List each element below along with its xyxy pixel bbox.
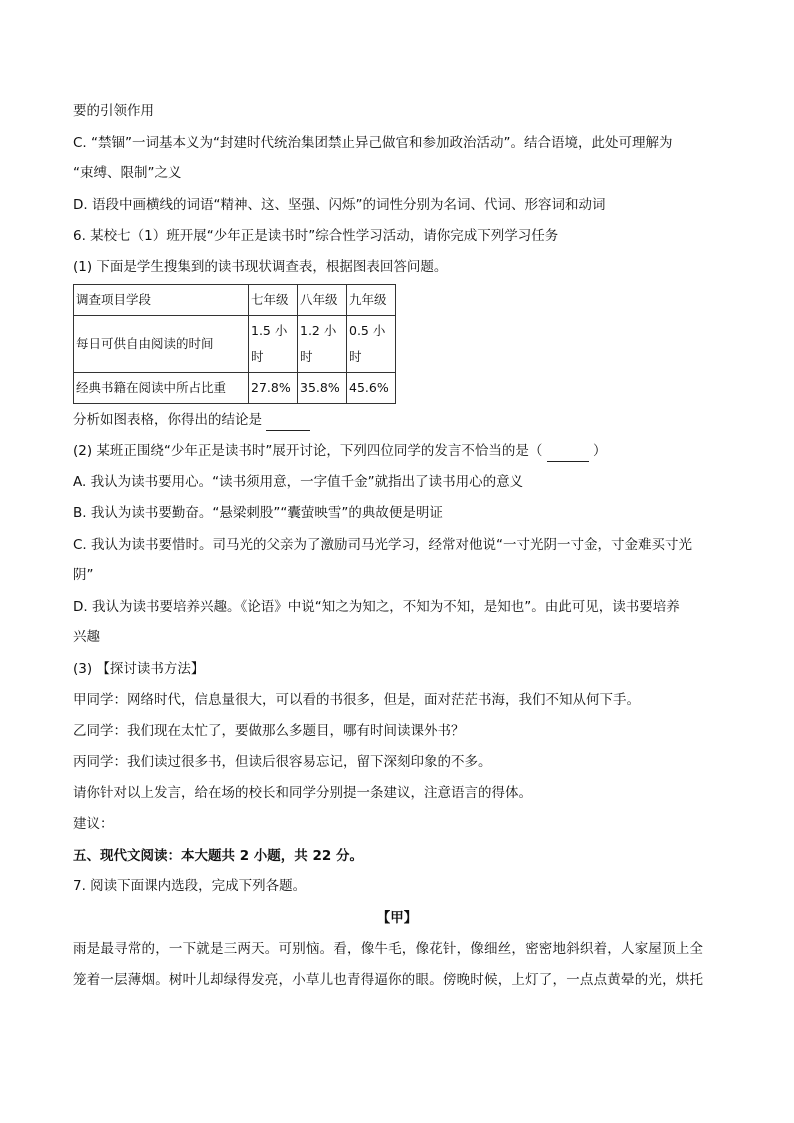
table-cell: 27.8% <box>249 373 298 404</box>
text-line: 要的引领作用 <box>73 103 154 119</box>
answer-blank[interactable] <box>266 410 310 431</box>
table-cell: 每日可供自由阅读的时间 <box>74 316 249 373</box>
table-header-row <box>74 285 396 316</box>
section-heading: 五、现代文阅读：本大题共 2 小题，共 22 分。 <box>73 848 363 864</box>
table-cell: 1.5 小时 <box>249 316 298 373</box>
passage-line: 雨是最寻常的，一下就是三两天。可别恼。看，像牛毛，像花针，像细丝，密密地斜织着，人家屋顶上全 <box>73 941 704 957</box>
option-b-line: B. 我认为读书要勤奋。“悬梁刺股”“囊萤映雪”的典故便是明证 <box>73 505 443 521</box>
table-cell: 调查项目学段 <box>74 285 249 316</box>
option-d-line: D. 我认为读书要培养兴趣。《论语》中说“知之为知之，不知为不知，是知也”。由此可见，读书要培养 <box>73 599 680 615</box>
text-line: 兴趣 <box>73 629 100 645</box>
student-jia: 甲同学：网络时代，信息量很大，可以看的书很多，但是，面对茫茫书海，我们不知从何下手。 <box>73 692 640 708</box>
passage-label: 【甲】 <box>376 910 418 926</box>
option-a-line: A. 我认为读书要用心。“读书须用意，一字值千金”就指出了读书用心的意义 <box>73 474 524 490</box>
table-row <box>74 316 396 373</box>
student-bing: 丙同学：我们读过很多书，但读后很容易忘记，留下深刻印象的不多。 <box>73 754 492 770</box>
conclusion-label: 分析如图表格，你得出的结论是 <box>73 412 262 428</box>
passage-line: 笼着一层薄烟。树叶儿却绿得发亮，小草儿也青得逼你的眼。傍晚时候，上灯了，一点点黄晕的光，烘托 <box>73 972 704 988</box>
text-line: “束缚、限制”之义 <box>73 165 182 181</box>
table-cell: 七年级 <box>249 285 298 316</box>
table-cell: 0.5 小时 <box>347 316 396 373</box>
sub-question-3: (3) 【探讨读书方法】 <box>73 661 205 677</box>
question-6-title: 6. 某校七（1）班开展“少年正是读书时”综合性学习活动，请你完成下列学习任务 <box>73 228 559 244</box>
reading-survey-table <box>73 284 396 404</box>
question-7-title: 7. 阅读下面课内选段，完成下列各题。 <box>73 878 307 894</box>
table-cell: 九年级 <box>347 285 396 316</box>
option-c-line: C. 我认为读书要惜时。司马光的父亲为了激励司马光学习，经常对他说“一寸光阴一寸金，寸金难买寸光 <box>73 537 693 553</box>
table-cell: 经典书籍在阅读中所占比重 <box>74 373 249 404</box>
table-cell: 35.8% <box>298 373 347 404</box>
option-d-line: D. 语段中画横线的词语“精神、这、坚强、闪烁”的词性分别为名词、代词、形容词和动词 <box>73 197 606 213</box>
text-line: 阴” <box>73 567 94 583</box>
option-c-line: C. “禁锢”一词基本义为“封建时代统治集团禁止异己做官和参加政治活动”。结合语境，此处可理解为 <box>73 135 673 151</box>
conclusion-prompt <box>73 410 723 431</box>
question-text: (2) 某班正围绕“少年正是读书时”展开讨论，下列四位同学的发言不恰当的是（ <box>73 443 543 459</box>
sub-question-1: (1) 下面是学生搜集到的读书现状调查表，根据图表回答问题。 <box>73 259 448 275</box>
table-cell: 八年级 <box>298 285 347 316</box>
table-cell: 45.6% <box>347 373 396 404</box>
table-cell: 1.2 小时 <box>298 316 347 373</box>
answer-blank[interactable] <box>547 441 589 462</box>
student-yi: 乙同学：我们现在太忙了，要做那么多题目，哪有时间读课外书？ <box>73 723 465 739</box>
table-row <box>74 373 396 404</box>
instruction-line: 请你针对以上发言，给在场的校长和同学分别提一条建议，注意语言的得体。 <box>73 785 532 801</box>
question-text-end: ） <box>593 443 607 459</box>
suggestion-label: 建议： <box>73 816 114 832</box>
sub-question-2 <box>73 441 723 462</box>
